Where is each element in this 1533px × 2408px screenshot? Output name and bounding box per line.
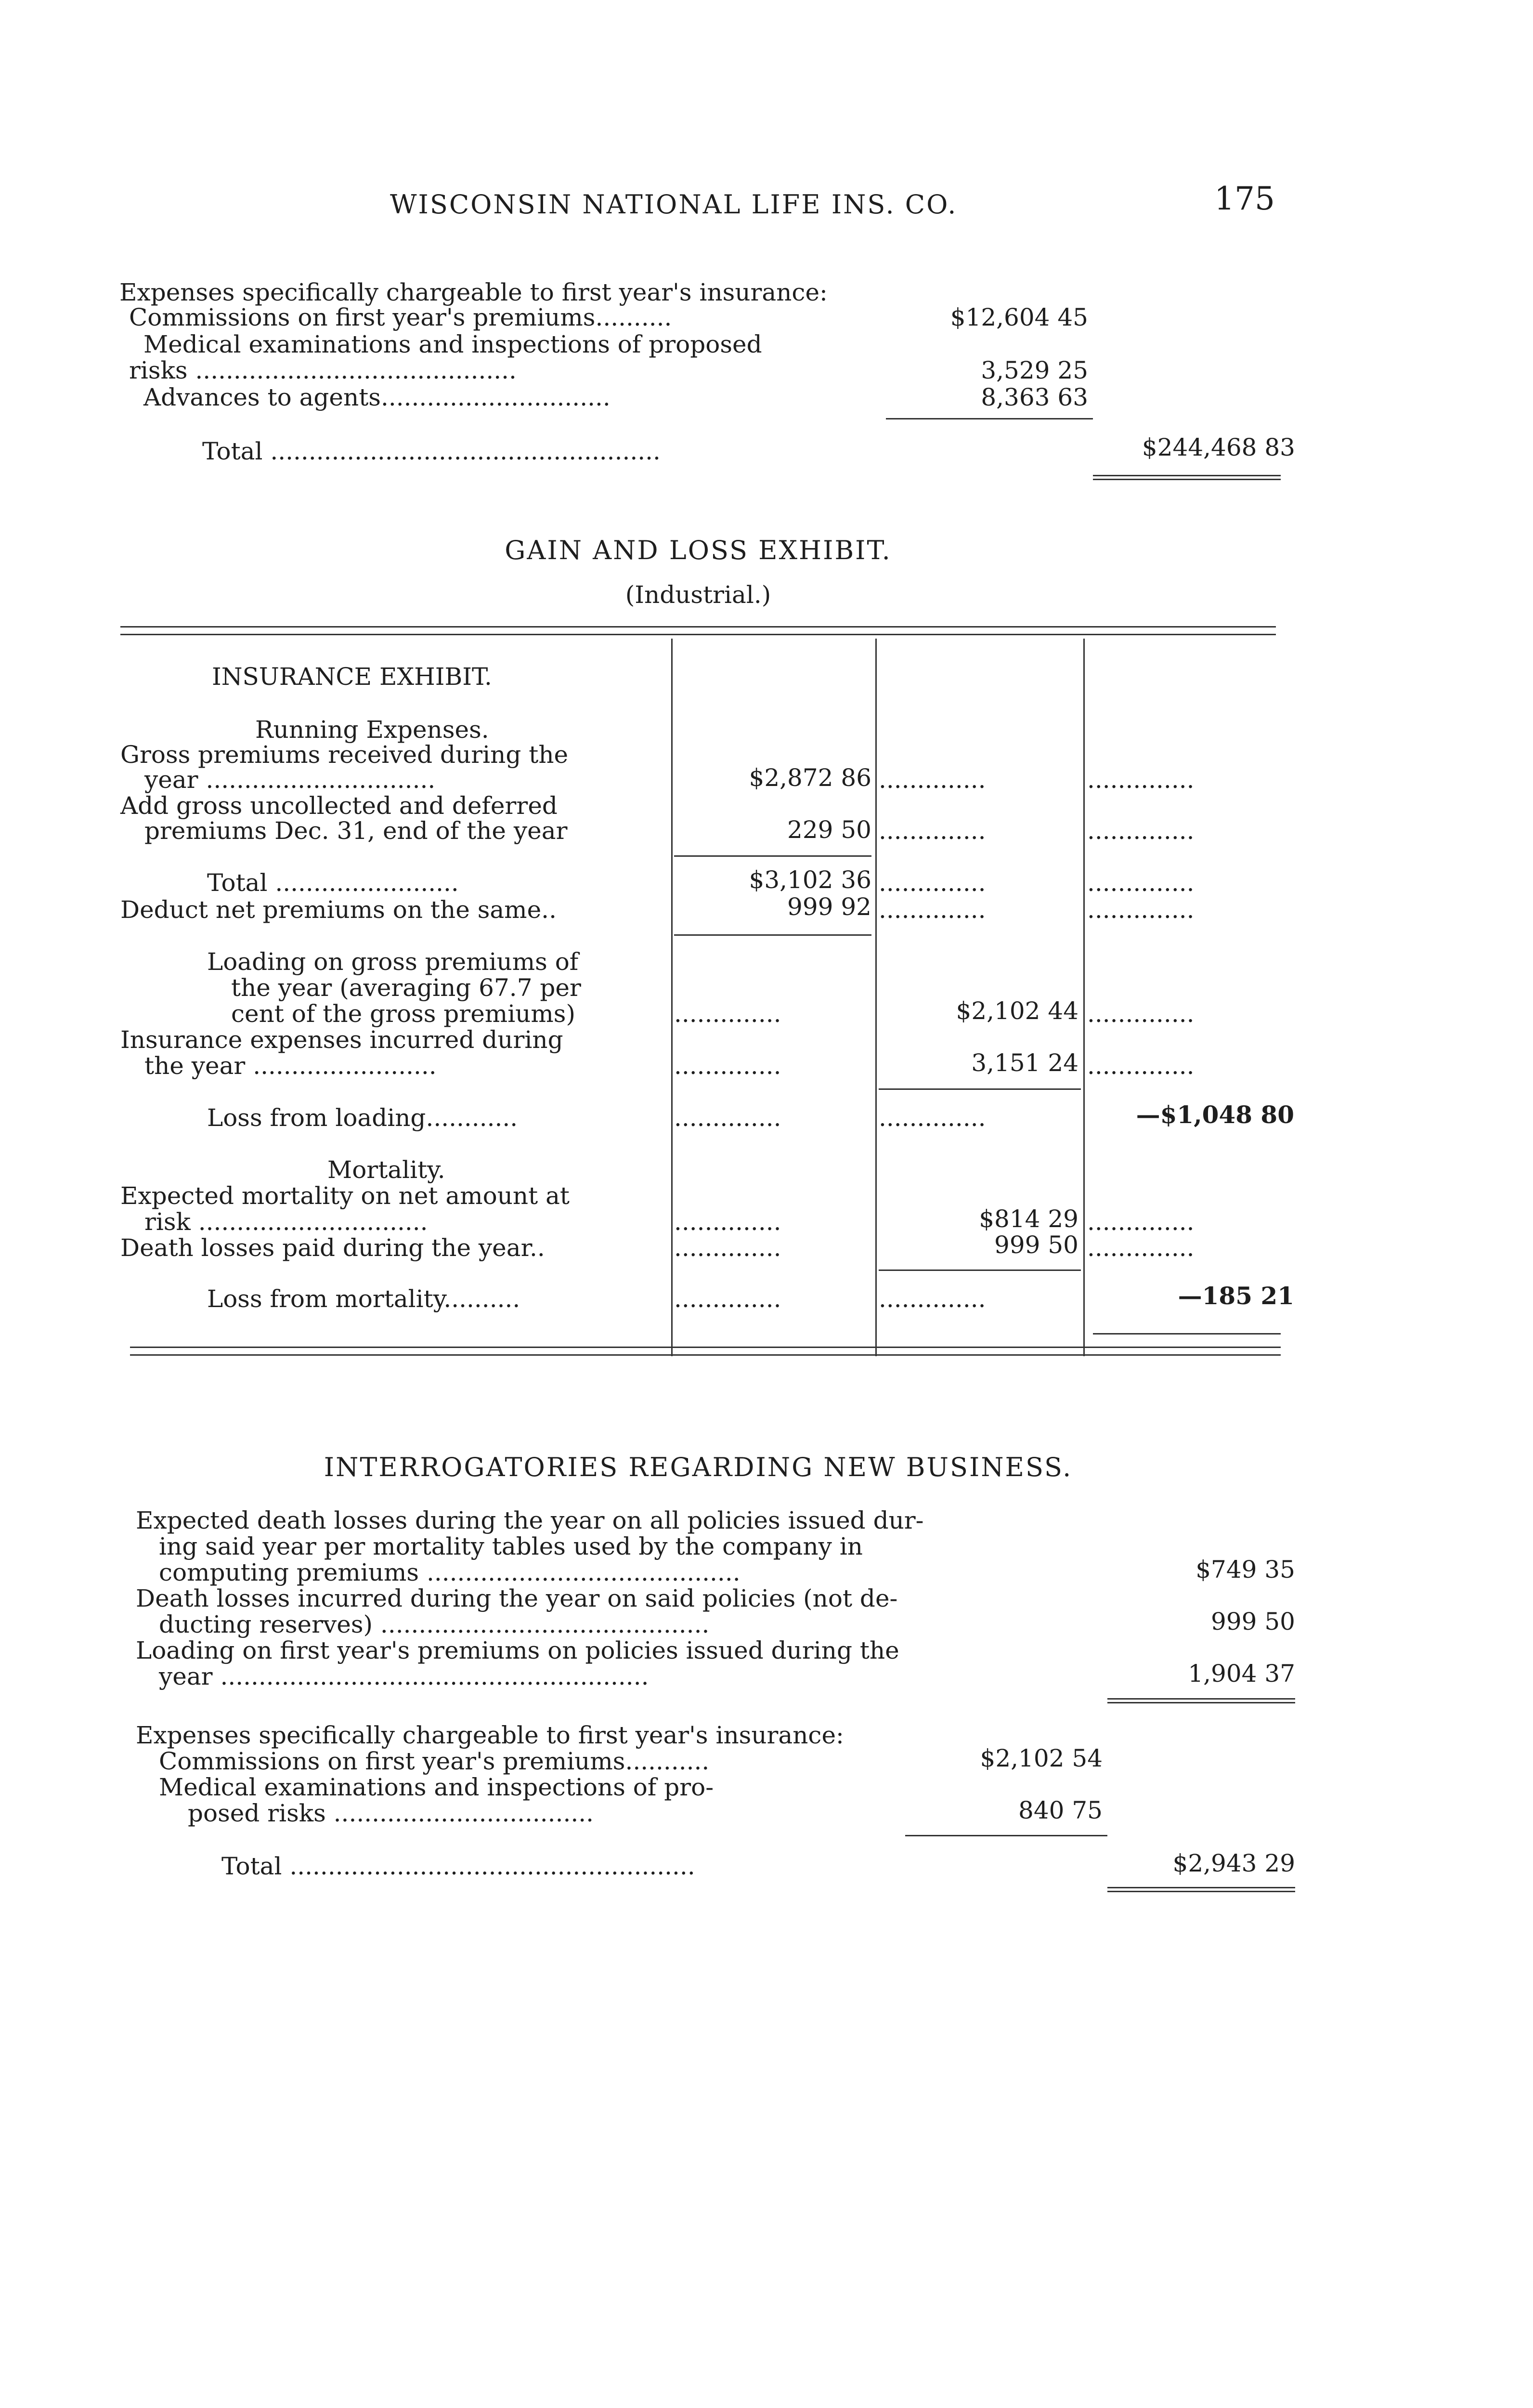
loss-mortality-dots-col3: .............. [879,1285,986,1313]
top-total-double-rule [1093,475,1281,480]
insurance-expenses-dots-col2: .............. [674,1052,781,1080]
new-total-double-rule [1107,1887,1295,1892]
deduct-net-dots-col3: .............. [879,896,986,924]
add-gross-dots-col3: .............. [879,817,986,845]
new-total-label: Total ..................................................... [221,1852,695,1880]
death-losses-dots-col2: .............. [674,1234,781,1262]
loss-from-loading-label: Loss from loading............ [207,1104,518,1132]
loading-double-rule [1107,1698,1295,1703]
add-gross-label-1: Add gross uncollected and deferred [120,792,558,820]
mortality-subtotal-rule [879,1269,1081,1271]
death-losses-label: Death losses paid during the year.. [120,1234,545,1262]
loss-from-mortality-label: Loss from mortality.......... [207,1285,520,1313]
table-bottom-rule-2 [130,1354,1281,1356]
loss-from-mortality-value: —185 21 [1178,1282,1294,1310]
loading-label-3: cent of the gross premiums) [231,1000,575,1028]
deduct-net-label: Deduct net premiums on the same.. [120,896,557,924]
loading-dots-col4: .............. [1087,1000,1195,1028]
new-medical-value: 840 75 [1018,1796,1103,1824]
expected-mortality-dots-col4: .............. [1087,1208,1195,1236]
premium-total-dots-col3: .............. [879,869,986,897]
gross-premiums-label-1: Gross premiums received during the [120,741,569,769]
top-subtotal-rule [886,418,1093,419]
death-incurred-label-2: ducting reserves) ........................................... [159,1610,710,1638]
deduct-rule [674,934,871,936]
table-top-rule-2 [120,634,1276,635]
deduct-net-dots-col4: .............. [1087,896,1195,924]
top-expenses-heading: Expenses specifically chargeable to first year's insurance: [119,278,828,306]
running-expenses-heading: Running Expenses. [255,716,489,744]
expected-mortality-dots-col2: .............. [674,1208,781,1236]
loading-label-2: the year (averaging 67.7 per [231,974,581,1002]
new-commissions-value: $2,102 54 [980,1744,1103,1772]
top-medical-value: 3,529 25 [981,356,1088,384]
top-commissions-label: Commissions on first year's premiums.......... [129,303,672,331]
new-total-value: $2,943 29 [1172,1849,1295,1877]
top-medical-label-1: Medical examinations and inspections of proposed [143,330,762,358]
death-incurred-value: 999 50 [1211,1608,1295,1636]
mortality-total-rule [1093,1333,1281,1335]
expected-death-label-1: Expected death losses during the year on all policies issued dur- [136,1506,924,1534]
loss-loading-dots-col3: .............. [879,1104,986,1132]
mortality-heading: Mortality. [327,1156,445,1184]
column-rule-1 [671,639,673,1356]
new-subtotal-rule [905,1835,1107,1836]
top-advances-label: Advances to agents.............................. [143,383,611,411]
loss-from-loading-value: —$1,048 80 [1136,1100,1294,1129]
running-title: WISCONSIN NATIONAL LIFE INS. CO. [390,189,958,220]
loading-label-1: Loading on gross premiums of [207,948,579,976]
loading-dots-col2: .............. [674,1000,781,1028]
gross-premiums-label-2: year .............................. [144,766,436,794]
premium-total-value: $3,102 36 [749,866,871,894]
expected-death-label-2: ing said year per mortality tables used by the company in [159,1532,863,1560]
top-advances-value: 8,363 63 [981,383,1088,411]
first-year-loading-label-2: year ........................................................ [159,1662,649,1690]
new-expenses-heading: Expenses specifically chargeable to first year's insurance: [136,1721,844,1749]
add-gross-label-2: premiums Dec. 31, end of the year [144,817,568,845]
insurance-expenses-label-2: the year ........................ [144,1052,437,1080]
death-incurred-label-1: Death losses incurred during the year on said policies (not de- [136,1584,898,1612]
expected-mortality-label-1: Expected mortality on net amount at [120,1182,570,1210]
column-rule-3 [1083,639,1085,1356]
new-medical-label-2: posed risks .................................. [188,1799,594,1827]
top-medical-label-2: risks .......................................... [129,356,517,384]
premium-subtotal-rule [674,855,871,857]
expected-mortality-value: $814 29 [979,1205,1078,1233]
top-commissions-value: $12,604 45 [950,303,1088,331]
new-commissions-label: Commissions on first year's premiums........... [159,1747,710,1775]
table-bottom-rule-1 [130,1347,1281,1348]
insurance-expenses-value: 3,151 24 [971,1049,1078,1077]
gross-premiums-dots-col4: .............. [1087,766,1195,794]
first-year-loading-label-1: Loading on first year's premiums on policies issued during the [136,1636,899,1664]
add-gross-value: 229 50 [787,816,871,844]
expected-death-value: $749 35 [1195,1556,1295,1584]
page-number: 175 [1214,180,1275,217]
new-medical-label-1: Medical examinations and inspections of pro- [159,1773,714,1801]
premium-total-label: Total ........................ [207,869,459,897]
insurance-exhibit-heading: INSURANCE EXHIBIT. [212,663,492,691]
column-rule-2 [875,639,877,1356]
expected-death-label-3: computing premiums ......................................... [159,1558,741,1586]
loading-value: $2,102 44 [956,997,1078,1025]
first-year-loading-value: 1,904 37 [1188,1660,1295,1688]
expected-mortality-label-2: risk .............................. [144,1208,428,1236]
premium-total-dots-col4: .............. [1087,869,1195,897]
top-total-value: $244,468 83 [1142,433,1295,461]
loss-mortality-dots-col2: .............. [674,1285,781,1313]
gain-loss-title: GAIN AND LOSS EXHIBIT. [505,535,892,565]
loss-loading-dots-col2: .............. [674,1104,781,1132]
add-gross-dots-col4: .............. [1087,817,1195,845]
gross-premiums-dots-col3: .............. [879,766,986,794]
top-total-label: Total ................................................... [202,437,661,465]
deduct-net-value: 999 92 [787,893,871,921]
loading-subtotal-rule [879,1088,1081,1090]
gain-loss-subtitle: (Industrial.) [625,581,771,609]
interrogatories-title: INTERROGATORIES REGARDING NEW BUSINESS. [324,1452,1073,1482]
death-losses-value: 999 50 [994,1231,1078,1259]
insurance-expenses-label-1: Insurance expenses incurred during [120,1026,563,1054]
table-top-rule-1 [120,626,1276,628]
death-losses-dots-col4: .............. [1087,1234,1195,1262]
gross-premiums-value: $2,872 86 [749,764,871,792]
insurance-expenses-dots-col4: .............. [1087,1052,1195,1080]
